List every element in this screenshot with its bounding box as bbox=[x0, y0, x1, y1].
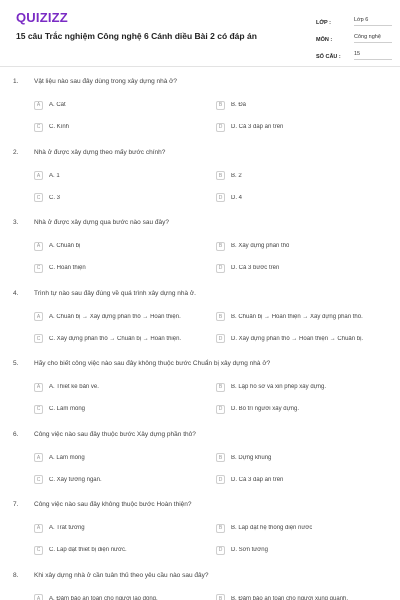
option-text: D. Sơn tường bbox=[231, 547, 268, 553]
question-text: Công việc nào sau đây thuộc bước Xây dựng phần thô? bbox=[34, 430, 196, 438]
meta-value: Lớp 6 bbox=[354, 17, 392, 26]
question-number: 8. bbox=[13, 571, 19, 579]
answer-option-d[interactable] bbox=[216, 332, 394, 346]
option-text: A. Trát tường bbox=[49, 525, 85, 531]
answer-option-a[interactable] bbox=[34, 169, 212, 183]
meta-label: MÔN : bbox=[316, 37, 333, 43]
option-letter-box: A bbox=[34, 383, 43, 392]
option-text: C. 3 bbox=[49, 194, 61, 201]
option-letter-box: A bbox=[34, 242, 43, 251]
option-text: C. Xây dựng phần thô → Chuẩn bị → Hoàn thiện. bbox=[49, 335, 182, 342]
answer-option-c[interactable] bbox=[34, 332, 212, 346]
answer-option-b[interactable] bbox=[216, 169, 394, 183]
meta-value: Công nghệ bbox=[354, 34, 392, 43]
answer-option-b[interactable] bbox=[216, 239, 394, 253]
option-text: D. Cả 3 bước trên bbox=[231, 265, 280, 271]
answer-option-a[interactable] bbox=[34, 310, 212, 324]
meta-row-subject bbox=[316, 29, 392, 43]
question-number: 7. bbox=[13, 501, 19, 508]
option-text: D. Cả 3 đáp án trên bbox=[231, 476, 284, 483]
question-text: Vật liệu nào sau đây dùng trong xây dựng nhà ở? bbox=[34, 78, 178, 85]
question-item bbox=[0, 286, 400, 357]
option-letter-box: D bbox=[216, 334, 225, 343]
option-text: B. Dựng khung bbox=[231, 454, 272, 461]
answer-option-d[interactable] bbox=[216, 191, 394, 205]
answer-option-a[interactable] bbox=[34, 98, 212, 112]
answer-option-b[interactable] bbox=[216, 310, 394, 324]
answer-option-c[interactable] bbox=[34, 402, 212, 416]
answer-option-a[interactable] bbox=[34, 380, 212, 394]
answer-option-a[interactable] bbox=[34, 451, 212, 465]
option-letter-box: D bbox=[216, 475, 225, 484]
option-text: B. Lắp đặt hệ thống điện nước bbox=[231, 525, 313, 531]
option-text: A. Thiết kế bản vẽ. bbox=[49, 384, 99, 390]
meta-label: LỚP : bbox=[316, 20, 331, 26]
answer-option-c[interactable] bbox=[34, 261, 212, 275]
question-number: 4. bbox=[13, 289, 19, 297]
option-text: A. Chuẩn bị bbox=[49, 243, 81, 249]
answer-option-b[interactable] bbox=[216, 380, 394, 394]
answer-option-c[interactable] bbox=[34, 543, 212, 557]
question-text: Nhà ở được xây dựng theo mấy bước chính? bbox=[34, 148, 166, 156]
option-letter-box: C bbox=[34, 193, 43, 202]
meta-row-grade bbox=[316, 12, 392, 26]
option-letter-box: B bbox=[216, 312, 225, 321]
option-letter-box: A bbox=[34, 171, 43, 180]
option-text: B. Xây dựng phần thô bbox=[231, 243, 290, 249]
option-letter-box: C bbox=[34, 546, 43, 555]
option-letter-box: B bbox=[216, 171, 225, 180]
meta-row-count bbox=[316, 46, 392, 60]
answer-option-c[interactable] bbox=[34, 473, 212, 487]
answer-option-c[interactable] bbox=[34, 191, 212, 205]
option-letter-box: C bbox=[34, 475, 43, 484]
option-text: D. Xây dựng phần thô → Hoàn thiện → Chuẩn bị. bbox=[231, 335, 364, 342]
option-text: B. 2 bbox=[231, 172, 242, 179]
option-letter-box: C bbox=[34, 405, 43, 414]
question-text: Hãy cho biết công việc nào sau đây không thuộc bước Chuẩn bị xây dựng nhà ở? bbox=[34, 360, 271, 367]
answer-option-d[interactable] bbox=[216, 120, 394, 134]
answer-option-b[interactable] bbox=[216, 592, 394, 600]
answer-option-b[interactable] bbox=[216, 521, 394, 535]
option-text: A. Cát bbox=[49, 102, 66, 108]
option-text: C. Xây tường ngăn. bbox=[49, 476, 102, 483]
question-item bbox=[0, 568, 400, 600]
worksheet-title: 15 câu Trắc nghiệm Công nghệ 6 Cánh diều Bài 2 có đáp án bbox=[16, 31, 257, 41]
option-text: B. Đá bbox=[231, 102, 247, 108]
option-text: A. Đảm bảo an toàn cho người lao động. bbox=[49, 595, 158, 600]
option-letter-box: D bbox=[216, 123, 225, 132]
question-text: Khi xây dựng nhà ở cần tuân thủ theo yêu cầu nào sau đây? bbox=[34, 571, 209, 579]
answer-option-d[interactable] bbox=[216, 261, 394, 275]
option-letter-box: A bbox=[34, 453, 43, 462]
option-text: D. 4 bbox=[231, 194, 243, 201]
question-item bbox=[0, 427, 400, 498]
option-letter-box: D bbox=[216, 264, 225, 273]
answer-option-a[interactable] bbox=[34, 521, 212, 535]
option-letter-box: B bbox=[216, 242, 225, 251]
option-letter-box: C bbox=[34, 264, 43, 273]
question-text: Công việc nào sau đây không thuộc bước Hoàn thiện? bbox=[34, 501, 192, 508]
worksheet-header bbox=[0, 0, 400, 67]
answer-option-d[interactable] bbox=[216, 473, 394, 487]
option-text: B. Đảm bảo an toàn cho người xung quanh. bbox=[231, 595, 349, 600]
question-number: 6. bbox=[13, 430, 19, 438]
answer-option-b[interactable] bbox=[216, 451, 394, 465]
option-text: A. Làm móng bbox=[49, 454, 85, 461]
option-letter-box: B bbox=[216, 524, 225, 533]
option-text: C. Làm móng bbox=[49, 406, 86, 412]
option-text: B. Chuẩn bị → Hoàn thiện → Xây dựng phần thô. bbox=[231, 313, 363, 320]
option-text: D. Cả 3 đáp án trên bbox=[231, 124, 284, 130]
option-letter-box: A bbox=[34, 524, 43, 533]
option-letter-box: B bbox=[216, 594, 225, 600]
question-number: 5. bbox=[13, 360, 19, 367]
option-letter-box: D bbox=[216, 193, 225, 202]
question-number: 2. bbox=[13, 148, 19, 156]
question-item bbox=[0, 74, 400, 145]
question-item bbox=[0, 215, 400, 286]
answer-option-a[interactable] bbox=[34, 239, 212, 253]
answer-option-a[interactable] bbox=[34, 592, 212, 600]
option-letter-box: A bbox=[34, 312, 43, 321]
option-text: D. Bố trí người xây dựng. bbox=[231, 406, 299, 412]
option-text: B. Lập hồ sơ và xin phép xây dựng. bbox=[231, 384, 327, 390]
option-text: C. Hoàn thiện bbox=[49, 265, 86, 271]
question-item bbox=[0, 145, 400, 216]
option-letter-box: D bbox=[216, 405, 225, 414]
question-number: 1. bbox=[13, 78, 19, 85]
option-text: C. Lắp đặt thiết bị điện nước. bbox=[49, 547, 127, 553]
answer-option-c[interactable] bbox=[34, 120, 212, 134]
question-item bbox=[0, 497, 400, 568]
option-letter-box: A bbox=[34, 101, 43, 110]
question-text: Nhà ở được xây dựng qua bước nào sau đây? bbox=[34, 219, 169, 226]
option-letter-box: B bbox=[216, 383, 225, 392]
meta-label: SỐ CÂU : bbox=[316, 54, 341, 60]
answer-option-b[interactable] bbox=[216, 98, 394, 112]
answer-option-d[interactable] bbox=[216, 402, 394, 416]
option-letter-box: C bbox=[34, 123, 43, 132]
option-text: A. 1 bbox=[49, 172, 60, 179]
option-text: A. Chuẩn bị → Xây dựng phần thô → Hoàn thiện. bbox=[49, 313, 181, 320]
question-item bbox=[0, 356, 400, 427]
meta-value: 15 bbox=[354, 51, 392, 60]
worksheet-meta bbox=[316, 12, 392, 63]
answer-option-d[interactable] bbox=[216, 543, 394, 557]
option-text: C. Kính bbox=[49, 124, 70, 130]
option-letter-box: B bbox=[216, 453, 225, 462]
question-list bbox=[0, 74, 400, 600]
option-letter-box: C bbox=[34, 334, 43, 343]
option-letter-box: D bbox=[216, 546, 225, 555]
quizizz-logo: QUIZIZZ bbox=[16, 10, 68, 25]
question-text: Trình tự nào sau đây đúng về quá trình xây dựng nhà ở. bbox=[34, 289, 196, 297]
question-number: 3. bbox=[13, 219, 19, 226]
option-letter-box: A bbox=[34, 594, 43, 600]
option-letter-box: B bbox=[216, 101, 225, 110]
